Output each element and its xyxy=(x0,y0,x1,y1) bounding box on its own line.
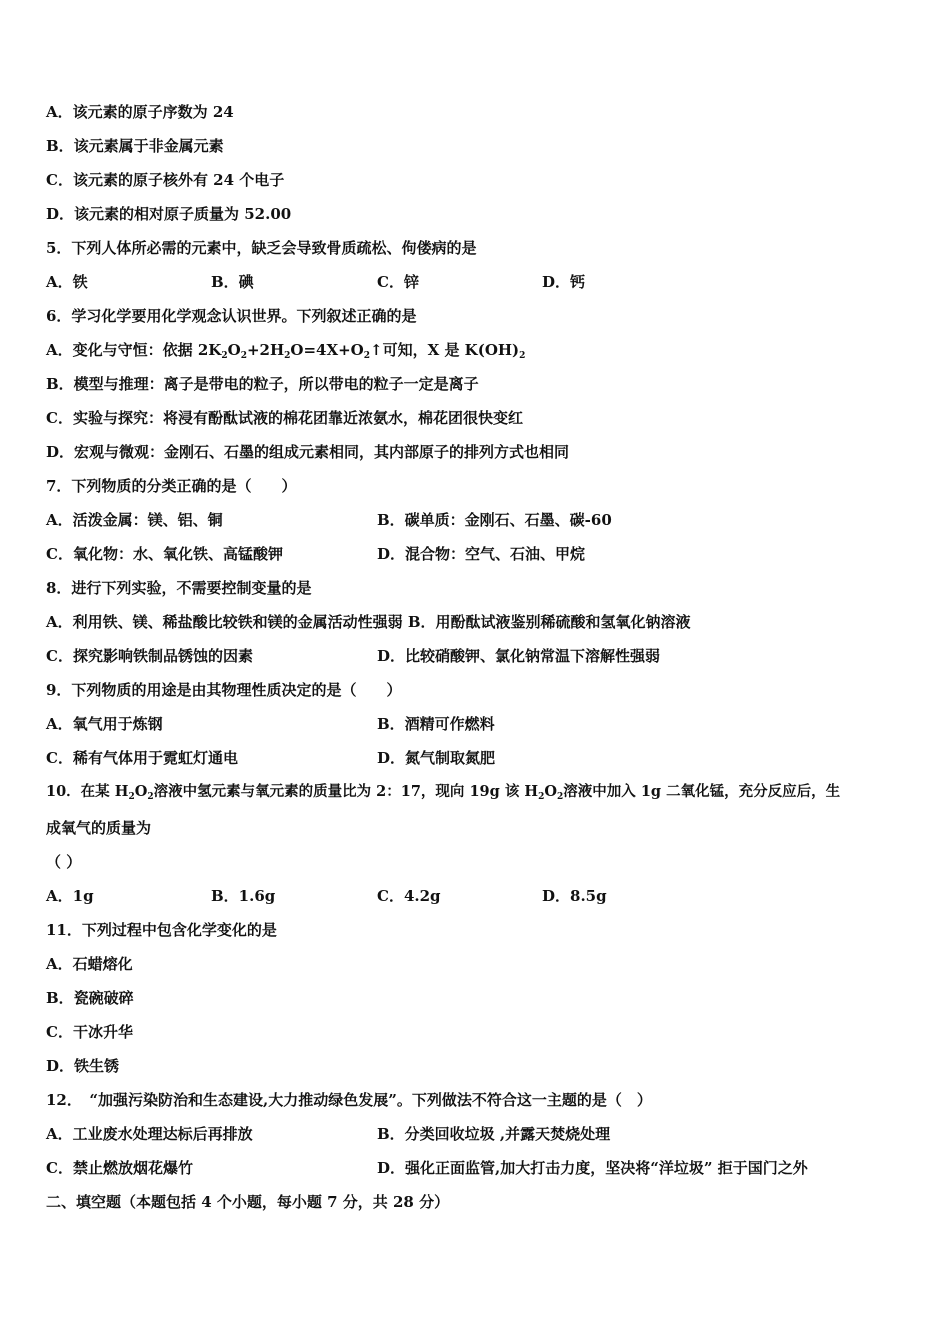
q11-stem: 11．下列过程中包含化学变化的是 xyxy=(46,921,277,939)
q5-option-a: A．铁 xyxy=(46,273,88,291)
q8-option-d: D．比较硝酸钾、氯化钠常温下溶解性强弱 xyxy=(377,647,661,665)
q7-stem: 7．下列物质的分类正确的是（ ） xyxy=(46,477,297,495)
q9-stem: 9．下列物质的用途是由其物理性质决定的是（ ） xyxy=(46,681,402,699)
q10-stem-line2: 成氧气的质量为 xyxy=(46,819,152,837)
q10-option-b: B．1.6g xyxy=(211,887,276,905)
q7-option-d: D．混合物：空气、石油、甲烷 xyxy=(377,545,586,563)
q6-option-b: B．模型与推理：离子是带电的粒子，所以带电的粒子一定是离子 xyxy=(46,375,479,393)
q9-option-c: C．稀有气体用于霓虹灯通电 xyxy=(46,749,238,767)
q4-option-b: B．该元素属于非金属元素 xyxy=(46,137,224,155)
q12-stem: 12． “加强污染防治和生态建设,大力推动绿色发展”。下列做法不符合这一主题的是（ ） xyxy=(46,1091,652,1109)
q11-option-b: B．瓷碗破碎 xyxy=(46,989,134,1007)
q9-option-b: B．酒精可作燃料 xyxy=(377,715,495,733)
q7-option-b: B．碳单质：金刚石、石墨、碳-60 xyxy=(377,511,612,529)
q7-option-a: A．活泼金属：镁、铝、铜 xyxy=(46,511,223,529)
q9-option-d: D．氮气制取氮肥 xyxy=(377,749,496,767)
q11-option-c: C．干冰升华 xyxy=(46,1023,133,1041)
q6-stem: 6．学习化学要用化学观念认识世界。下列叙述正确的是 xyxy=(46,307,417,325)
q5-option-b: B．碘 xyxy=(211,273,254,291)
q12-option-d: D．强化正面监管,加大打击力度，坚决将“洋垃圾” 拒于国门之外 xyxy=(377,1159,808,1177)
q8-option-c: C．探究影响铁制品锈蚀的因素 xyxy=(46,647,253,665)
q8-stem: 8．进行下列实验，不需要控制变量的是 xyxy=(46,579,312,597)
q4-option-a: A．该元素的原子序数为 24 xyxy=(46,103,234,121)
q5-option-d: D．钙 xyxy=(542,273,586,291)
q10-option-a: A．1g xyxy=(46,887,94,905)
q4-option-d: D．该元素的相对原子质量为 52.00 xyxy=(46,205,292,223)
q5-stem: 5．下列人体所必需的元素中，缺乏会导致骨质疏松、佝偻病的是 xyxy=(46,239,477,257)
q10-option-d: D．8.5g xyxy=(542,887,607,905)
q12-option-b: B．分类回收垃圾 ,并露天焚烧处理 xyxy=(377,1125,611,1143)
q12-option-a: A．工业废水处理达标后再排放 xyxy=(46,1125,253,1143)
section-2-heading: 二、填空题（本题包括 4 个小题，每小题 7 分，共 28 分） xyxy=(46,1193,450,1211)
q11-option-d: D．铁生锈 xyxy=(46,1057,120,1075)
q5-option-c: C．锌 xyxy=(377,273,419,291)
q6-option-a: A．变化与守恒：依据 $2K_2O_2+2H_2O=4X+O_2↑$可知，X 是 $K(OH)_2$ xyxy=(46,341,526,361)
q7-option-c: C．氧化物：水、氧化铁、高锰酸钾 xyxy=(46,545,283,563)
q10-stem: 10．在某 $H_2O_2$溶液中氢元素与氧元素的质量比为 2：17，现向 19g 该 $H_2O_2$溶液中加入 1g 二氧化锰，充分反应后，生 xyxy=(46,783,841,802)
q9-option-a: A．氧气用于炼钢 xyxy=(46,715,163,733)
q6-option-d: D．宏观与微观：金刚石、石墨的组成元素相同，其内部原子的排列方式也相同 xyxy=(46,443,570,461)
q10-option-c: C．4.2g xyxy=(377,887,441,905)
q12-option-c: C．禁止燃放烟花爆竹 xyxy=(46,1159,193,1177)
q6-option-c: C．实验与探究：将浸有酚酞试液的棉花团靠近浓氨水，棉花团很快变红 xyxy=(46,409,523,427)
q11-option-a: A．石蜡熔化 xyxy=(46,955,133,973)
q8-option-ab: A．利用铁、镁、稀盐酸比较铁和镁的金属活动性强弱 B．用酚酞试液鉴别稀硫酸和氢氧化钠溶液 xyxy=(46,613,691,631)
q4-option-c: C．该元素的原子核外有 24 个电子 xyxy=(46,171,285,189)
q10-answer-blank: （ ） xyxy=(46,853,82,871)
